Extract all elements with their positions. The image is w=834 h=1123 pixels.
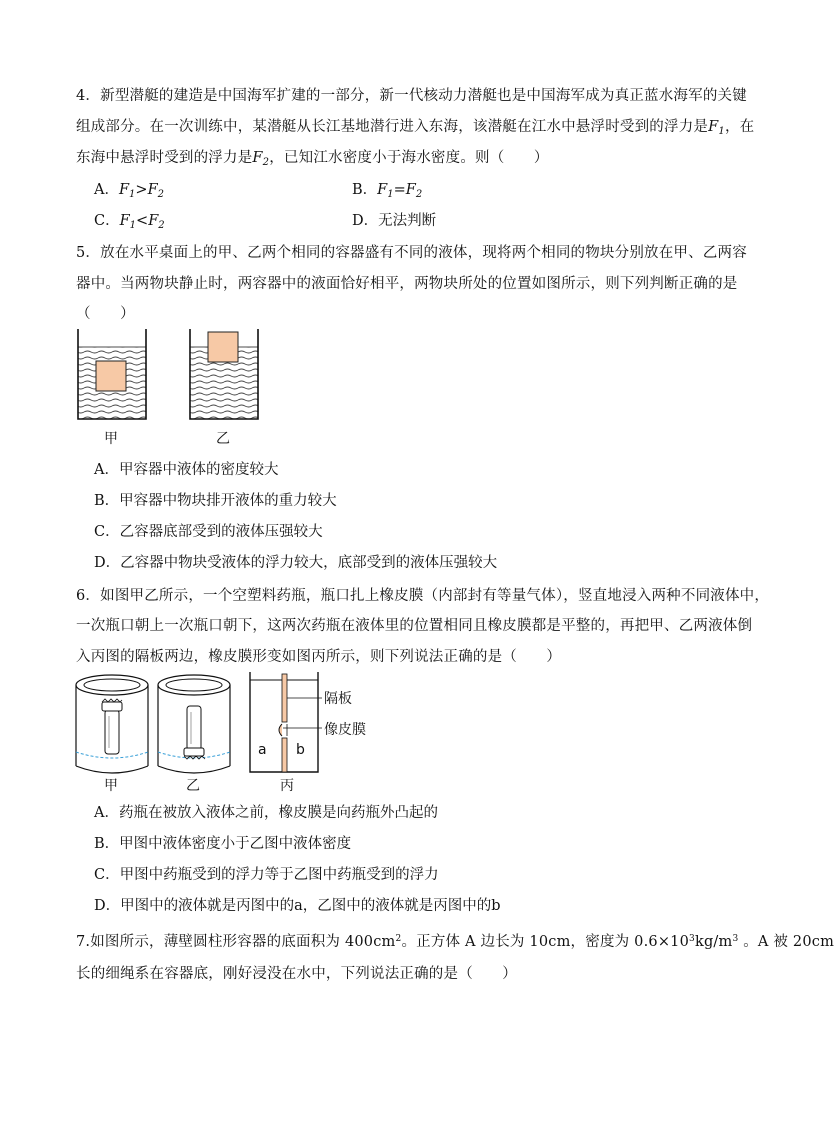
q4-line-3-text: 东海中悬浮时受到的浮力是 — [76, 150, 253, 166]
partition — [282, 674, 287, 722]
q5-option-d[interactable]: D．乙容器中物块受液体的浮力较大，底部受到的液体压强较大 — [94, 555, 498, 571]
q4-line-1: 4．新型潜艇的建造是中国海军扩建的一部分，新一代核动力潜艇也是中国海军成为真正蓝水海军的关键 — [76, 88, 747, 104]
q5-option-a[interactable]: A．甲容器中液体的密度较大 — [94, 462, 279, 478]
container-jia — [78, 329, 146, 419]
q4-line-2 — [76, 115, 754, 137]
q6-option-c[interactable]: C．甲图中药瓶受到的浮力等于乙图中药瓶受到的浮力 — [94, 867, 439, 883]
q7-line-1: 7.如图所示，薄壁圆柱形容器的底面积为 $400cm^2$。正方体 A 边长为 10cm，密度为 $0.6\times 10^3kg/m^3$ 。A 被 20cm — [76, 934, 834, 950]
q6-label-partition: 隔板 — [324, 691, 352, 707]
q6-option-d[interactable]: D．甲图中的液体就是丙图中的a，乙图中的液体就是丙图中的b — [94, 898, 501, 914]
membrane — [279, 724, 282, 736]
q6-option-b[interactable]: B．甲图中液体密度小于乙图中液体密度 — [94, 836, 352, 852]
beaker-yi — [158, 675, 230, 773]
block-jia — [96, 361, 126, 391]
q4-line-3 — [76, 146, 549, 168]
q7-line-2: 长的细绳系在容器底，刚好浸没在水中，下列说法正确的是（ ） — [76, 966, 517, 982]
q5-caption-yi: 乙 — [216, 431, 230, 447]
q4-option-d[interactable]: D．无法判断 — [352, 213, 437, 229]
beaker-jia — [76, 675, 148, 773]
q4-option-a[interactable]: A．$F_1>F_2$ — [94, 182, 165, 200]
q6-line-1: 6．如图甲乙所示，一个空塑料药瓶，瓶口扎上橡皮膜（内部封有等量气体），竖直地浸入两种不同液体中， — [76, 588, 770, 604]
q5-line-3: （ ） — [76, 306, 135, 322]
q4-option-c[interactable]: C．$F_1<F_2$ — [94, 213, 165, 231]
q5-caption-jia: 甲 — [104, 431, 118, 447]
q4-line-2-tail: ，在 — [724, 119, 755, 135]
q4-line-3-tail: ，已知江水密度小于海水密度。则（ ） — [269, 150, 549, 166]
q4-f2: $F_2$ — [252, 150, 270, 168]
q5-option-c[interactable]: C．乙容器底部受到的液体压强较大 — [94, 524, 323, 540]
medicine-bottle-down — [184, 706, 205, 759]
block-yi — [208, 332, 238, 362]
q7-density-text: 。正方体 A 边长为 10cm，密度为 0.6×10 — [401, 934, 690, 950]
container-yi — [190, 329, 258, 419]
q4-f1: $F_1$ — [708, 119, 725, 137]
q4-line-2-text: 组成部分。在一次训练中，某潜艇从长江基地潜行进入东海，该潜艇在江水中悬浮时受到的浮力是 — [76, 119, 709, 135]
q6-label-membrane: 像皮膜 — [324, 722, 366, 738]
q7-line-1-text: 7.如图所示，薄壁圆柱形容器的底面积为 400cm — [76, 934, 396, 950]
q5-line-2: 器中。当两物块静止时，两容器中的液面恰好相平，两物块所处的位置如图所示，则下列判断正确的是 — [76, 276, 738, 292]
q7-line-1-tail: 。A 被 20cm — [738, 934, 834, 950]
q6-line-3: 入丙图的隔板两边，橡皮膜形变如图丙所示，则下列说法正确的是（ ） — [76, 649, 562, 665]
q6-option-a[interactable]: A．药瓶在被放入液体之前，橡皮膜是向药瓶外凸起的 — [94, 805, 438, 821]
q6-line-2: 一次瓶口朝上一次瓶口朝下，这两次药瓶在液体里的位置相同且橡皮膜都是平整的，再把甲、乙两液体倒 — [76, 618, 753, 634]
medicine-bottle-up — [102, 699, 122, 754]
q6-label-b: b — [296, 742, 305, 758]
q4-option-b[interactable]: B．$F_1=F_2$ — [352, 182, 423, 200]
q6-label-a: a — [258, 742, 267, 758]
q5-line-1: 5．放在水平桌面上的甲、乙两个相同的容器盛有不同的液体，现将两个相同的物块分别放在甲、乙两容 — [76, 245, 747, 261]
q6-caption-yi: 乙 — [186, 778, 200, 794]
q5-option-b[interactable]: B．甲容器中物块排开液体的重力较大 — [94, 493, 337, 509]
q6-caption-bing: 丙 — [280, 778, 294, 794]
q5-figure — [70, 325, 270, 425]
q6-caption-jia: 甲 — [104, 778, 118, 794]
